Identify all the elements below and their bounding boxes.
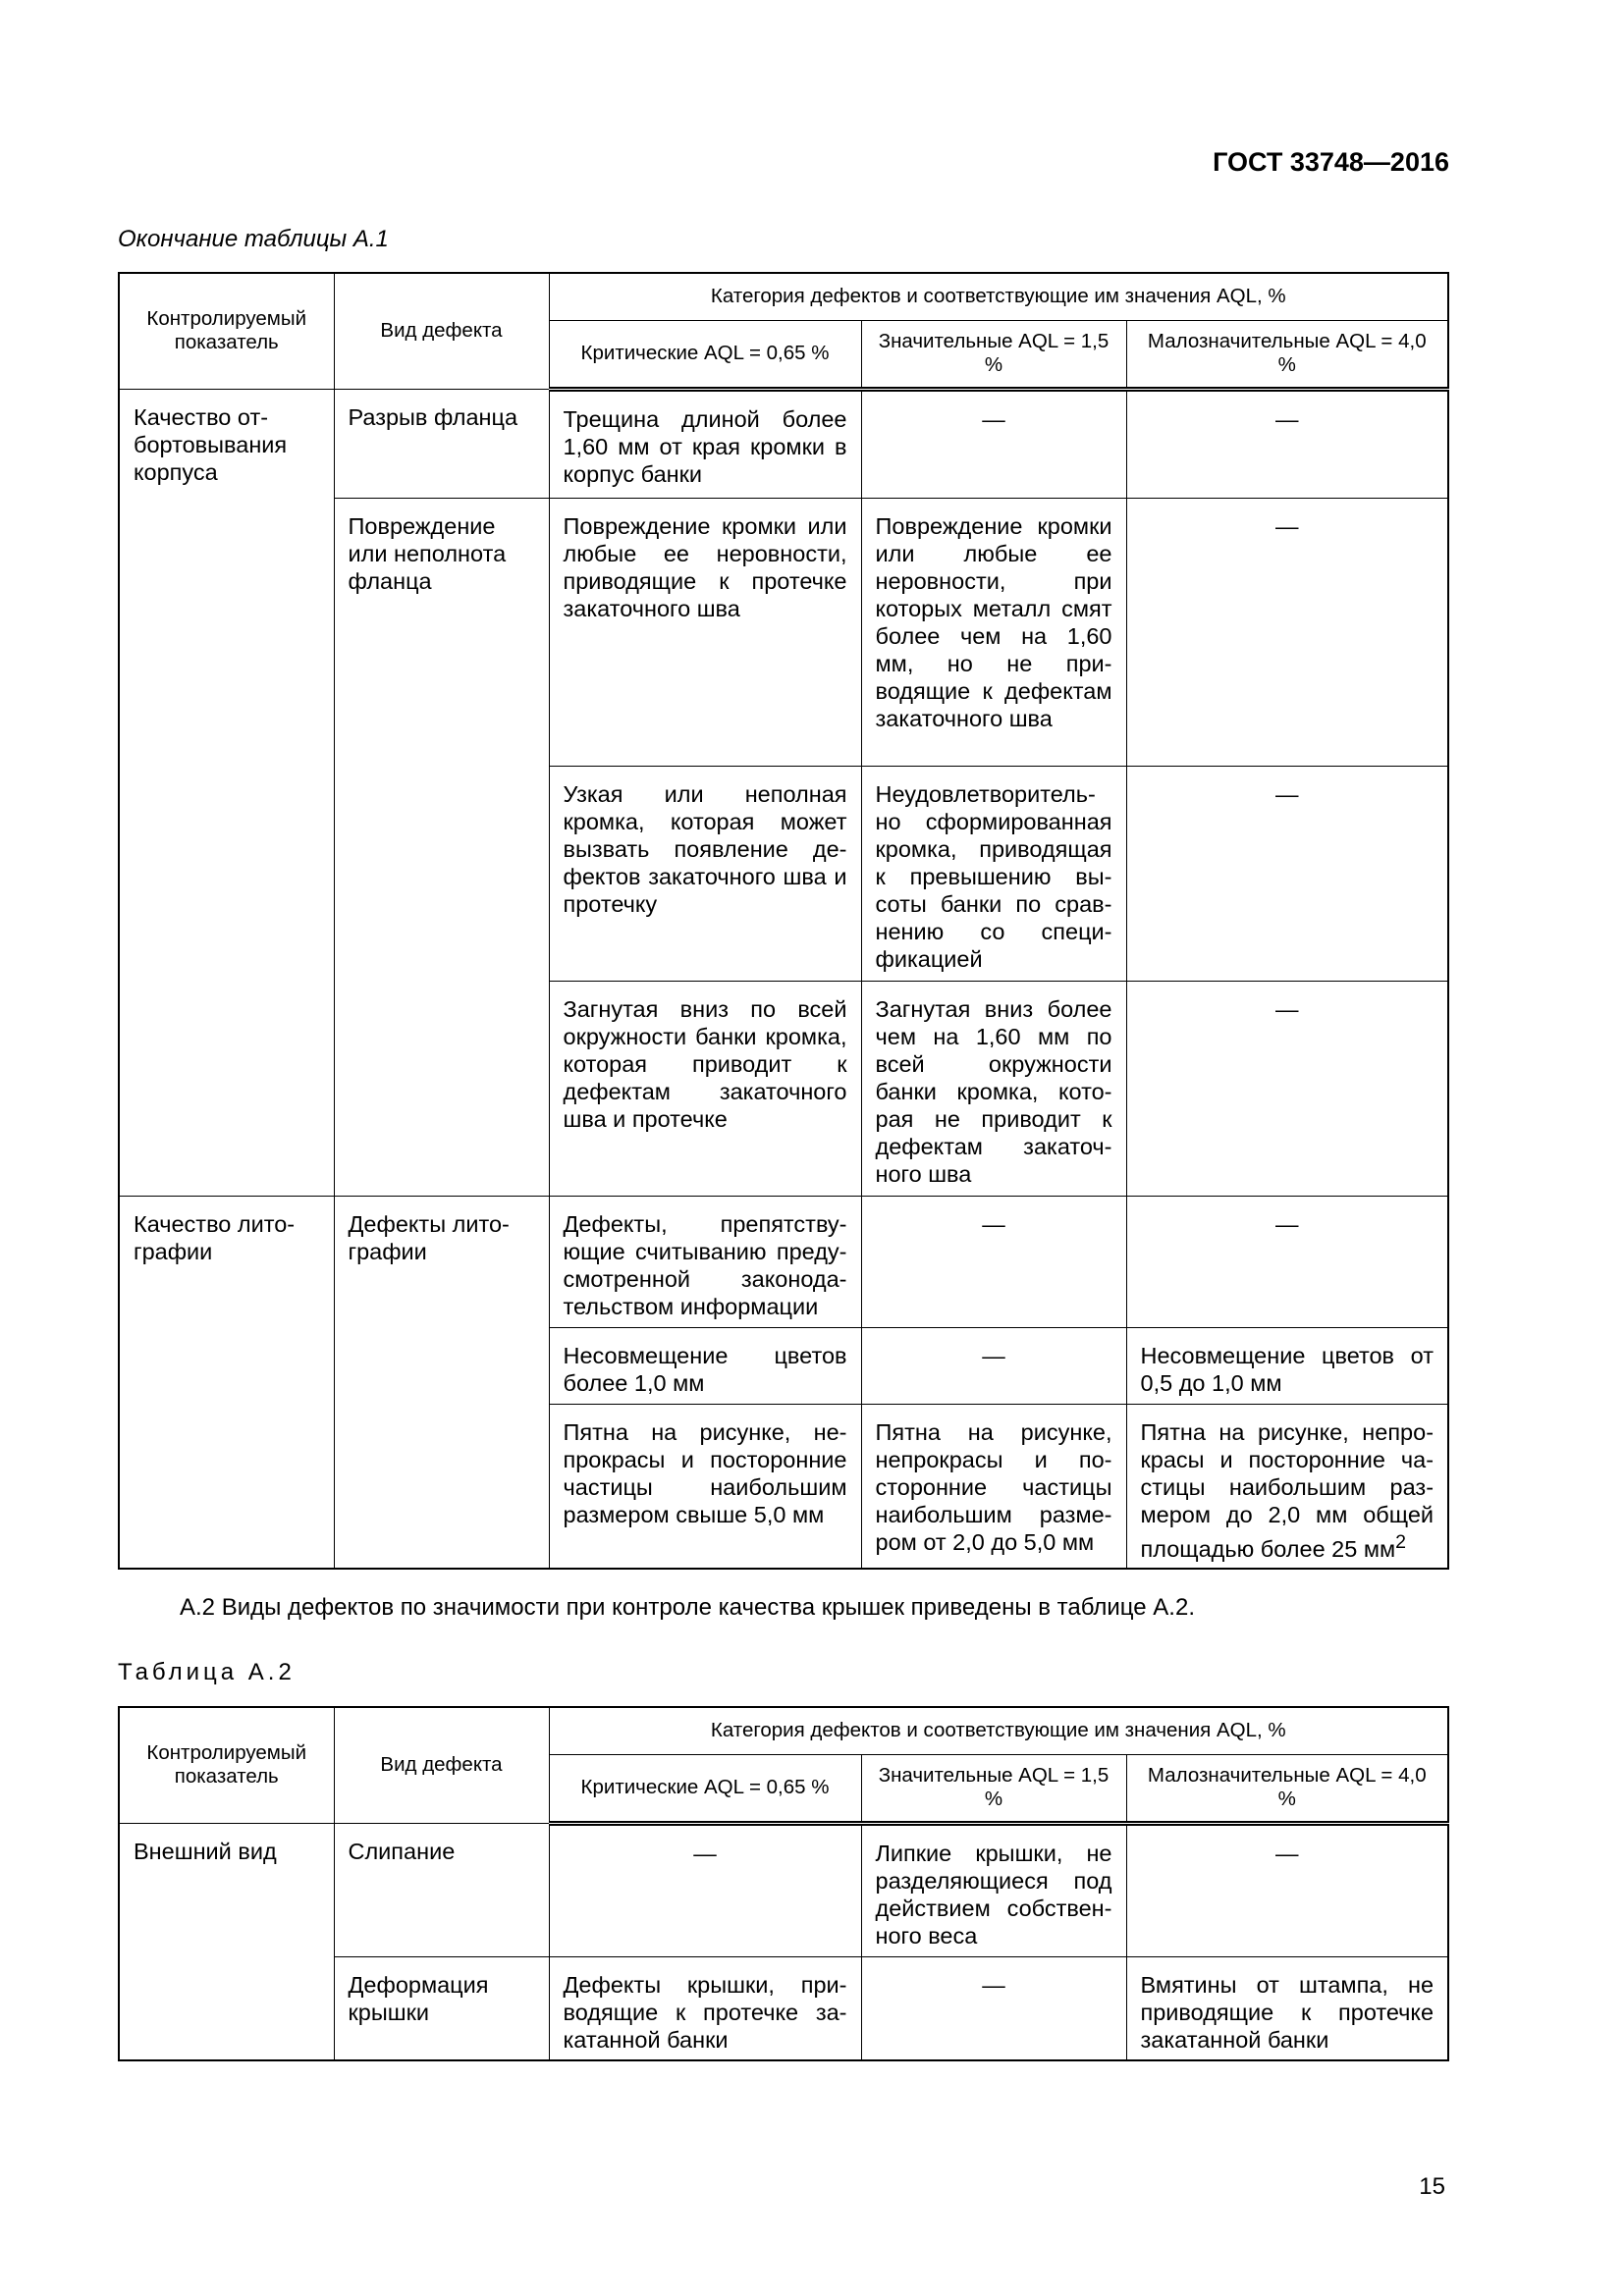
minor-cell: Вмятины от штампа, не приводящие к протечке закатанной банки xyxy=(1126,1956,1448,2060)
table-a1 xyxy=(118,272,1447,1570)
table-row xyxy=(119,389,1448,498)
table-a2-caption: Таблица А.2 xyxy=(118,1659,296,1685)
header-minor: Малозначительные AQL = 4,0 % xyxy=(1126,320,1448,389)
minor-cell: — xyxy=(1126,766,1448,981)
header-major: Значительные AQL = 1,5 % xyxy=(861,320,1126,389)
header-defect-type: Вид дефекта xyxy=(334,1707,549,1823)
defect-cell: Разрыв фланца xyxy=(334,389,549,498)
minor-cell: — xyxy=(1126,1823,1448,1956)
critical-cell: Узкая или неполная кромка, которая может вызвать появление дефектов закаточного шва и протечку xyxy=(549,766,861,981)
minor-cell: — xyxy=(1126,981,1448,1196)
critical-cell: Дефекты крышки, приводящие к протечке закатанной банки xyxy=(549,1956,861,2060)
table-a1-caption: Окончание таблицы А.1 xyxy=(118,226,389,252)
indicator-cell: Внешний вид xyxy=(119,1823,334,2060)
minor-cell: — xyxy=(1126,498,1448,766)
header-critical: Критические AQL = 0,65 % xyxy=(549,1754,861,1823)
minor-cell: — xyxy=(1126,1196,1448,1327)
major-cell: — xyxy=(861,1956,1126,2060)
indicator-cell: Качество литографии xyxy=(119,1196,334,1569)
major-cell: Неудовлетворительно сформированная кромка, приводящая к превышению высоты банки по сравнению со спецификацией xyxy=(861,766,1126,981)
minor-cell: Несовмещение цветов от 0,5 до 1,0 мм xyxy=(1126,1327,1448,1404)
major-cell: Липкие крышки, не разделяющиеся под действием собственного веса xyxy=(861,1823,1126,1956)
critical-cell: Повреждение кромки или любые ее неровности, приводящие к протечке закаточного шва xyxy=(549,498,861,766)
document-number: ГОСТ 33748—2016 xyxy=(1213,147,1449,177)
header-major: Значительные AQL = 1,5 % xyxy=(861,1754,1126,1823)
critical-cell: — xyxy=(549,1823,861,1956)
superscript: 2 xyxy=(1395,1530,1407,1553)
critical-cell: Пятна на рисунке, непрокрасы и посторонние частицы наибольшим размером свыше 5,0 мм xyxy=(549,1404,861,1569)
critical-cell: Загнутая вниз по всей окружности банки кромка, которая приводит к дефектам закаточного шва и протечке xyxy=(549,981,861,1196)
table-a2 xyxy=(118,1706,1447,2061)
major-cell: — xyxy=(861,389,1126,498)
major-cell: — xyxy=(861,1327,1126,1404)
critical-cell: Несовмещение цветов более 1,0 мм xyxy=(549,1327,861,1404)
minor-cell xyxy=(1126,1404,1448,1569)
minor-cell-text: Пятна на рисунке, непрокрасы и посторонние частицы наибольшим размером до 2,0 мм общей площадью более 25 мм xyxy=(1140,1418,1435,1562)
major-cell: — xyxy=(861,1196,1126,1327)
page-number: 15 xyxy=(1419,2173,1445,2200)
paragraph-a2: А.2 Виды дефектов по значимости при контроле качества крышек приведены в таблице А.2. xyxy=(180,1594,1195,1621)
table-row xyxy=(119,1196,1448,1327)
header-minor: Малозначительные AQL = 4,0 % xyxy=(1126,1754,1448,1823)
header-defect-type: Вид дефекта xyxy=(334,273,549,389)
header-category: Категория дефектов и соответствующие им значения AQL, % xyxy=(549,1707,1448,1754)
header-indicator: Контролируемый показатель xyxy=(119,273,334,389)
major-cell: Пятна на рисунке, непрокрасы и посторонние частицы наибольшим размером от 2,0 до 5,0 мм xyxy=(861,1404,1126,1569)
defect-cell: Слипание xyxy=(334,1823,549,1956)
major-cell: Загнутая вниз более чем на 1,60 мм по всей окружности банки кромка, которая не приводит к дефектам закаточного шва xyxy=(861,981,1126,1196)
header-indicator: Контролируемый показатель xyxy=(119,1707,334,1823)
critical-cell: Дефекты, препятствующие считыванию предусмотренной законодательством информации xyxy=(549,1196,861,1327)
header-critical: Критические AQL = 0,65 % xyxy=(549,320,861,389)
defect-cell: Дефекты литографии xyxy=(334,1196,549,1569)
major-cell: Повреждение кромки или любые ее неровности, при которых металл смят более чем на 1,60 мм, но не приводящие к дефектам закаточного шва xyxy=(861,498,1126,766)
critical-cell: Трещина длиной более 1,60 мм от края кромки в корпус банки xyxy=(549,389,861,498)
indicator-cell: Качество отбортовывания корпуса xyxy=(119,389,334,1196)
table-row xyxy=(119,1823,1448,1956)
defect-cell: Повреждение или неполнота фланца xyxy=(334,498,549,1196)
header-category: Категория дефектов и соответствующие им значения AQL, % xyxy=(549,273,1448,320)
defect-cell: Деформация крышки xyxy=(334,1956,549,2060)
minor-cell: — xyxy=(1126,389,1448,498)
